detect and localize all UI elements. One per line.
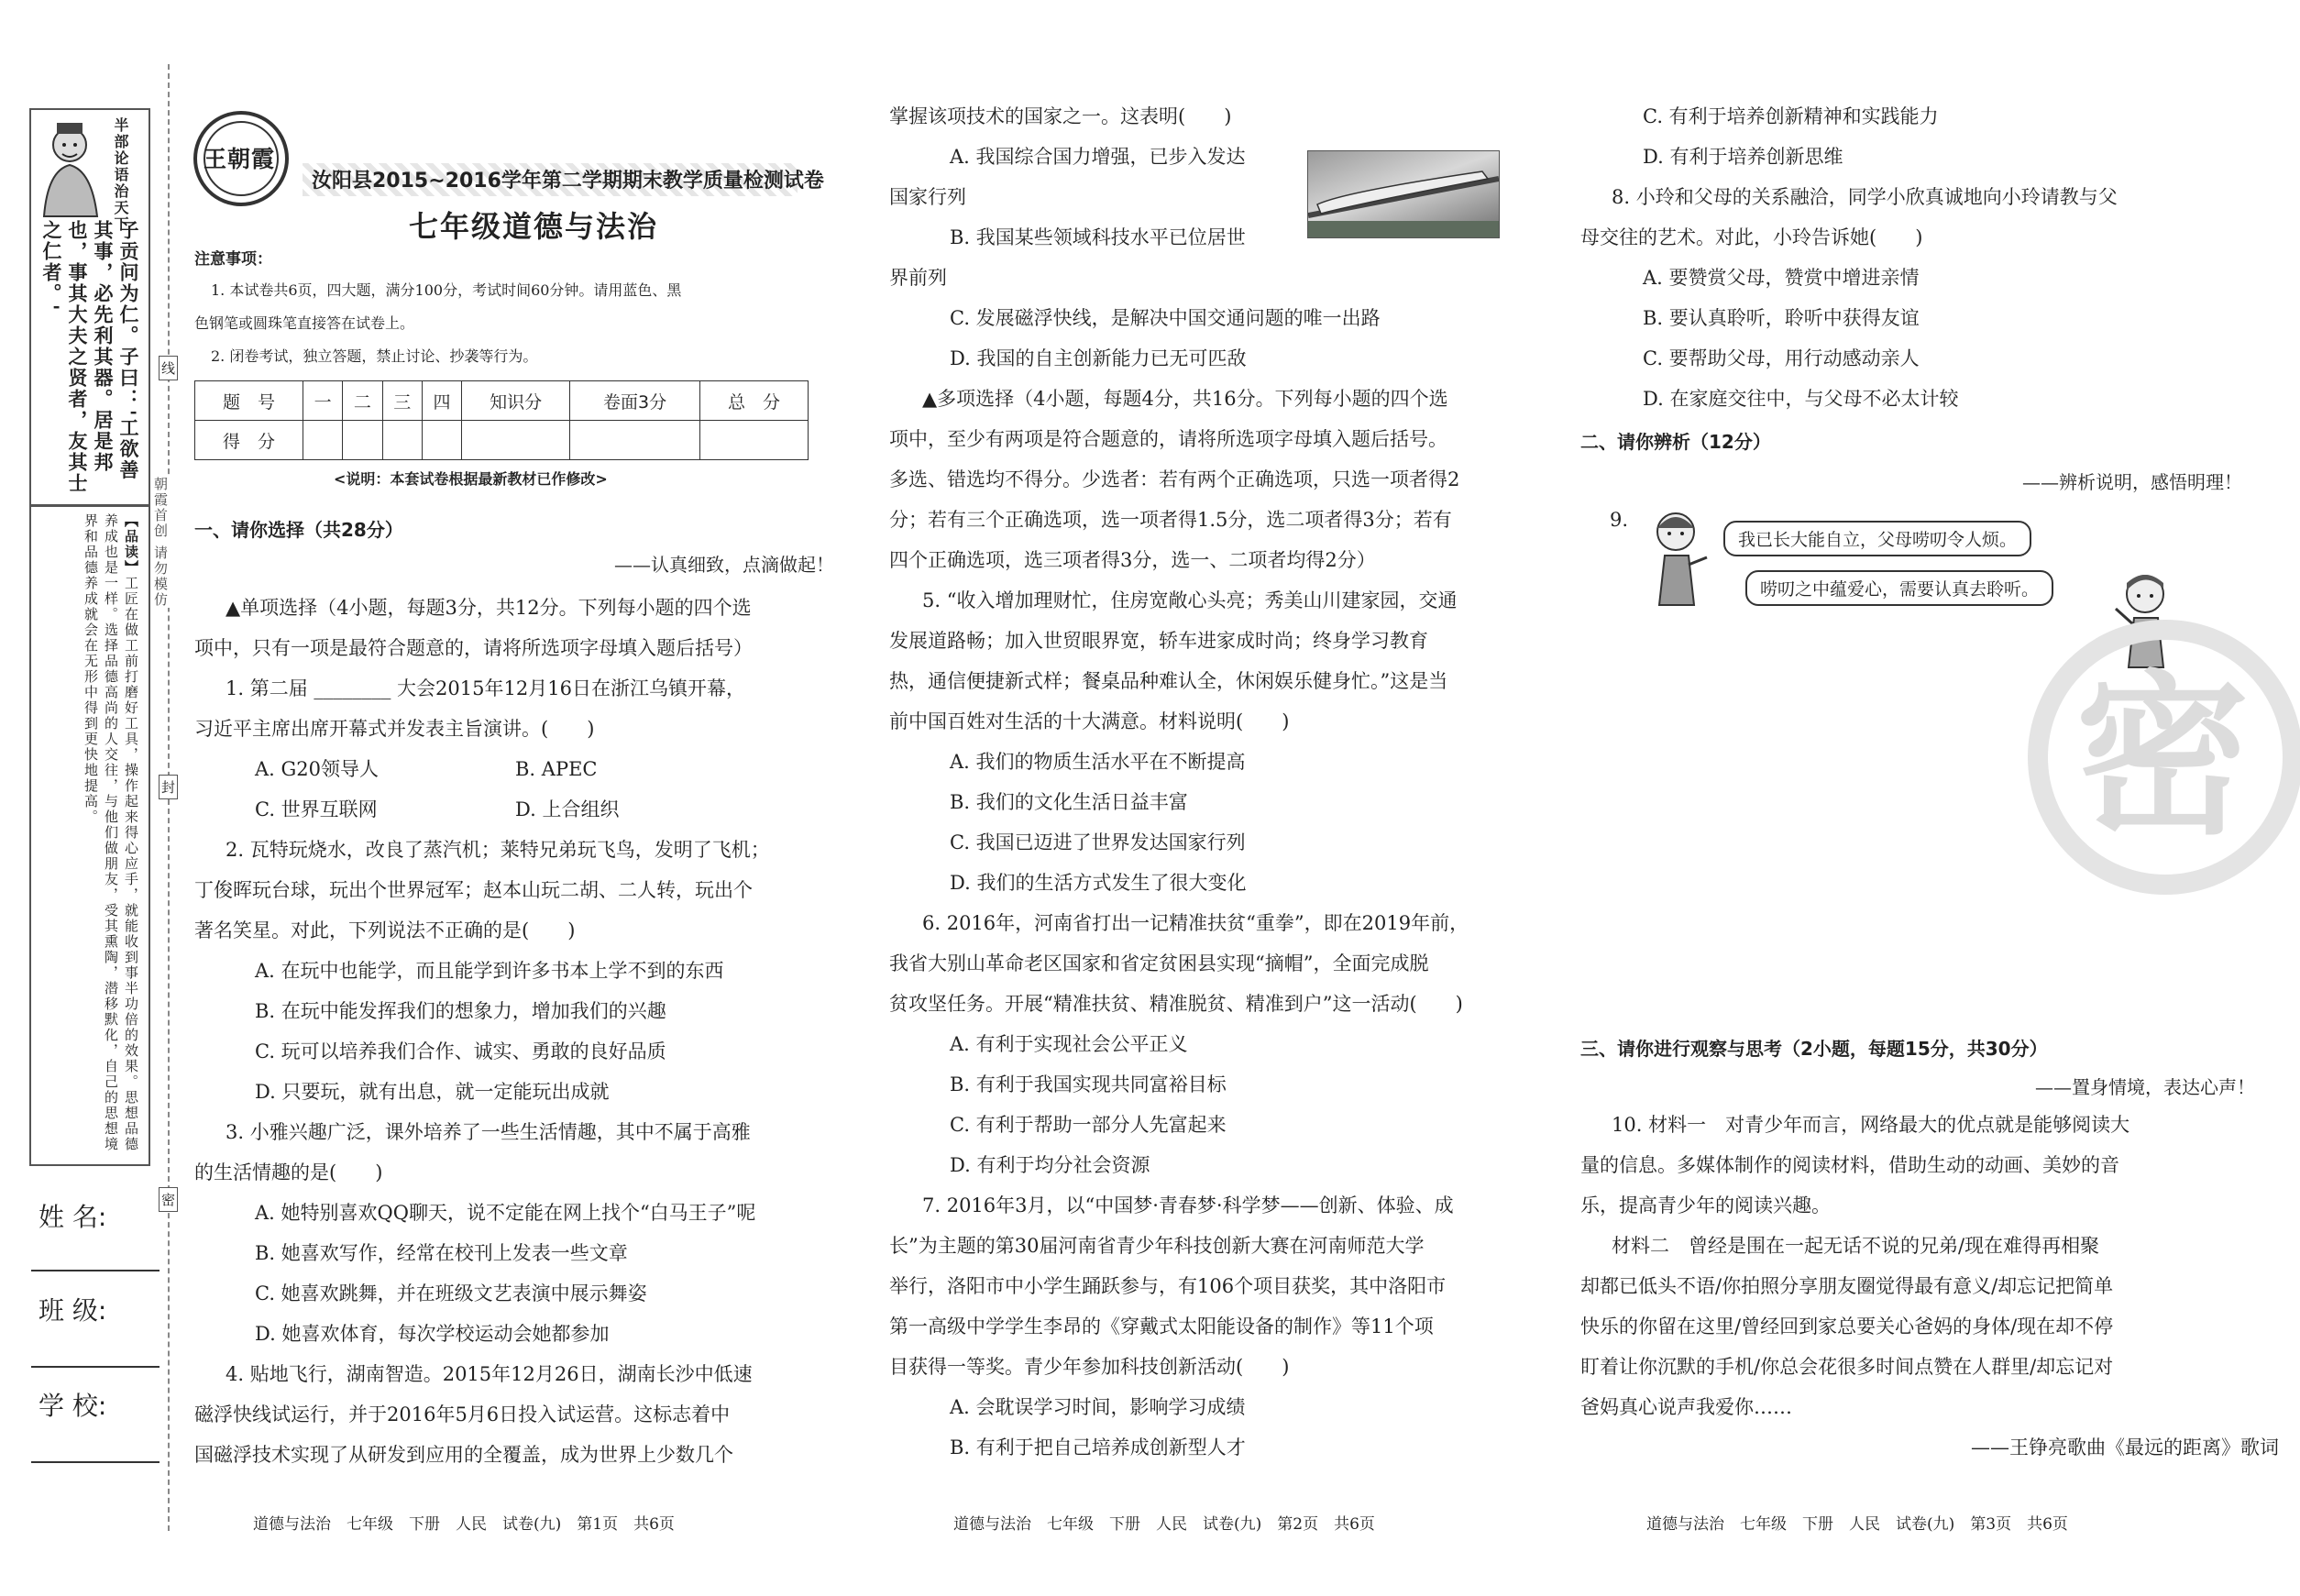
score-header: 二 xyxy=(343,381,382,421)
option: 国家行列 xyxy=(889,186,966,208)
option: C. 我国已迈进了世界发达国家行列 xyxy=(950,831,1246,853)
option: C. 有利于帮助一部分人先富起来 xyxy=(950,1114,1227,1136)
score-cell[interactable] xyxy=(303,421,343,460)
reading-box xyxy=(39,513,141,1155)
text-line: 举行，洛阳市中小学生踊跃参与，有106个项目获奖，其中洛阳市 xyxy=(889,1275,1447,1297)
text-line: 却都已低头不语/你拍照分享朋友圈觉得最有意义/却忘记把简单 xyxy=(1580,1275,2114,1297)
question-number: 9. xyxy=(1610,509,1629,531)
text-line: 项中，至少有两项是符合题意的，请将所选项字母填入题后括号。 xyxy=(889,428,1447,450)
option: B. APEC xyxy=(515,758,598,780)
text-line: 掌握该项技术的国家之一。这表明( ) xyxy=(889,105,1232,127)
text-line: ▲单项选择（4小题，每题3分，共12分。下列每小题的四个选 xyxy=(226,597,752,619)
text-line: 5. “收入增加理财忙，住房宽敞心头亮；秀美山川建家园，交通 xyxy=(922,589,1458,611)
score-header: 总 分 xyxy=(699,381,808,421)
text-line: 6. 2016年，河南省打出一记精准扶贫“重拳”，即在2019年前， xyxy=(922,912,1469,934)
section1-title: 一、请你选择（共28分） xyxy=(194,519,403,541)
logo xyxy=(191,108,292,209)
score-header: 一 xyxy=(303,381,343,421)
name-label: 姓 名: xyxy=(39,1202,107,1232)
section1-motto: ——认真细致，点滴做起！ xyxy=(614,554,834,576)
name-field[interactable] xyxy=(31,1270,160,1271)
secret-stamp xyxy=(2028,620,2300,895)
text-line: ▲多项选择（4小题，每题4分，共16分。下列每小题的四个选 xyxy=(922,388,1448,410)
option: A. 我国综合国力增强，已步入发达 xyxy=(950,146,1246,168)
score-table xyxy=(194,380,809,460)
option: B. 有利于我国实现共同富裕目标 xyxy=(950,1073,1227,1095)
option: A. 在玩中也能学，而且能学到许多书本上学不到的东西 xyxy=(255,960,724,982)
score-header: 题 号 xyxy=(195,381,303,421)
text-line: 丁俊晖玩台球，玩出个世界冠军；赵本山玩二胡、二人转，玩出个 xyxy=(194,879,753,901)
text-line: 分；若有三个正确选项，选一项者得1.5分，选二项者得3分；若有 xyxy=(889,509,1452,531)
option: A. 有利于实现社会公平正义 xyxy=(950,1033,1188,1055)
class-field[interactable] xyxy=(31,1366,160,1368)
maglev-train-photo xyxy=(1307,150,1500,238)
seal-label-xian: 线 xyxy=(159,356,178,380)
text-line: 7. 2016年3月，以“中国梦·青春梦·科学梦——创新、体验、成 xyxy=(922,1194,1454,1216)
text-line: 贫攻坚任务。开展“精准扶贫、精准脱贫、精准到户”这一活动( ) xyxy=(889,993,1463,1015)
option: D. 她喜欢体育，每次学校运动会她都参加 xyxy=(255,1323,610,1345)
speech-bubble-boy: 唠叨之中蕴爱心，需要认真去聆听。 xyxy=(1745,570,2053,606)
text-line: 量的信息。多媒体制作的阅读材料，借助生动的动画、美妙的音 xyxy=(1580,1154,2119,1176)
notice-line: 色钢笔或圆珠笔直接答在试卷上。 xyxy=(194,314,415,332)
page3-footer: 道德与法治 七年级 下册 人民 试卷(九) 第3页 共6页 xyxy=(1646,1515,2068,1534)
score-cell[interactable] xyxy=(699,421,808,460)
confucius-illustration xyxy=(35,117,108,218)
school-field[interactable] xyxy=(31,1461,160,1463)
option: B. 我国某些领域科技水平已位居世 xyxy=(950,226,1246,248)
score-row-label: 得 分 xyxy=(195,421,303,460)
text-line: 乐，提高青少年的阅读兴趣。 xyxy=(1580,1194,1831,1216)
divider xyxy=(31,504,149,507)
section2-title: 二、请你辨析（12分） xyxy=(1580,431,1771,453)
reading-label: 【品读】 xyxy=(123,513,139,576)
speech-bubble-girl: 我已长大能自立，父母唠叨令人烦。 xyxy=(1723,521,2031,556)
option: A. 要赞赏父母，赞赏中增进亲情 xyxy=(1643,267,1920,289)
option: D. 上合组织 xyxy=(515,798,620,820)
text-line: 1. 第二届 ________ 大会2015年12月16日在浙江乌镇开幕， xyxy=(226,677,745,699)
text-line: 著名笑星。对此，下列说法不正确的是( ) xyxy=(194,919,576,941)
text-line: 母交往的艺术。对此，小玲告诉她( ) xyxy=(1580,226,1923,248)
text-line: 3. 小雅兴趣广泛，课外培养了一些生活情趣，其中不属于高雅 xyxy=(226,1121,751,1143)
page2-footer: 道德与法治 七年级 下册 人民 试卷(九) 第2页 共6页 xyxy=(953,1515,1375,1534)
option: C. 有利于培养创新精神和实践能力 xyxy=(1643,105,1939,127)
notice-line: 1. 本试卷共6页，四大题，满分100分，考试时间60分钟。请用蓝色、黑 xyxy=(211,281,682,299)
option: C. 世界互联网 xyxy=(255,798,378,820)
text-line: 磁浮快线试运行，并于2016年5月6日投入试运营。这标志着中 xyxy=(194,1403,731,1425)
text-line: 盯着让你沉默的手机/你总会花很多时间点赞在人群里/却忘记对 xyxy=(1580,1356,2114,1378)
seal-label-mi: 密 xyxy=(159,1187,178,1212)
option: A. 会耽误学习时间，影响学习成绩 xyxy=(950,1396,1246,1418)
text-line: 多选、错选均不得分。少选者：若有两个正确选项，只选一项者得2 xyxy=(889,468,1460,490)
score-header: 三 xyxy=(382,381,422,421)
text-line: 长”为主题的第30届河南省青少年科技创新大赛在河南师范大学 xyxy=(889,1235,1425,1257)
score-header: 知识分 xyxy=(462,381,570,421)
section2-motto: ——辨析说明，感悟明理！ xyxy=(2022,471,2242,493)
motto-side: 半部论语治天下 xyxy=(112,117,129,233)
option: A. G20领导人 xyxy=(255,758,380,780)
score-cell[interactable] xyxy=(422,421,461,460)
score-header: 卷面3分 xyxy=(570,381,700,421)
option: D. 有利于均分社会资源 xyxy=(950,1154,1150,1176)
score-cell[interactable] xyxy=(343,421,382,460)
page1-footer: 道德与法治 七年级 下册 人民 试卷(九) 第1页 共6页 xyxy=(253,1515,675,1534)
notice-line: 2. 闭卷考试，独立答题，禁止讨论、抄袭等行为。 xyxy=(211,347,538,365)
text-line: 材料二 曾经是围在一起无话不说的兄弟/现在难得再相聚 xyxy=(1612,1235,2100,1257)
text-line: 爸妈真心说声我爱你…… xyxy=(1580,1396,1792,1418)
option: B. 在玩中能发挥我们的想象力，增加我们的兴趣 xyxy=(255,1000,666,1022)
text-line: 前中国百姓对生活的十大满意。材料说明( ) xyxy=(889,710,1290,732)
score-cell[interactable] xyxy=(382,421,422,460)
text-line: 热，通信便捷新式样；餐桌品种难认全，休闲娱乐健身忙。”这是当 xyxy=(889,670,1448,692)
option: D. 我国的自主创新能力已无可匹敌 xyxy=(950,347,1247,369)
text-line: 发展道路畅；加入世贸眼界宽，轿车进家成时尚；终身学习教育 xyxy=(889,630,1428,652)
text-line: 习近平主席出席开幕式并发表主旨演讲。( ) xyxy=(194,718,595,740)
stamp-char: 密 xyxy=(2075,655,2250,858)
confucius-quote: 子贡问为仁。子曰：'工欲善其事，必先利其器。居是邦也，事其大夫之贤者，友其士之仁者。' xyxy=(40,220,140,494)
seal-label-feng: 封 xyxy=(159,775,178,799)
text-line: 第一高级中学学生李昂的《穿戴式太阳能设备的制作》等11个项 xyxy=(889,1315,1434,1337)
text-line: 目获得一等奖。青少年参加科技创新活动( ) xyxy=(889,1356,1290,1378)
source-citation: ——王铮亮歌曲《最远的距离》歌词 xyxy=(1971,1436,2279,1458)
score-header: 四 xyxy=(422,381,461,421)
subject-title: 七年级道德与法治 xyxy=(409,209,659,244)
option: A. 她特别喜欢QQ聊天，说不定能在网上找个“白马王子”呢 xyxy=(255,1202,756,1224)
logo-text: 王朝霞 xyxy=(204,146,276,172)
option: C. 要帮助父母，用行动感动亲人 xyxy=(1643,347,1920,369)
option: D. 只要玩，就有出息，就一定能玩出成就 xyxy=(255,1081,610,1103)
score-cell[interactable] xyxy=(570,421,700,460)
text-line: 10. 材料一 对青少年而言，网络最大的优点就是能够阅读大 xyxy=(1612,1114,2130,1136)
text-line: 国磁浮技术实现了从研发到应用的全覆盖，成为世界上少数几个 xyxy=(194,1444,733,1466)
text-line: 4. 贴地飞行，湖南智造。2015年12月26日，湖南长沙中低速 xyxy=(226,1363,753,1385)
notice-title: 注意事项： xyxy=(194,250,272,269)
score-note: <说明：本套试卷根据最新教材已作修改> xyxy=(334,470,608,488)
text-line: 快乐的你留在这里/曾经回到家总要关心爸妈的身体/现在却不停 xyxy=(1580,1315,2114,1337)
section3-title: 三、请你进行观察与思考（2小题，每题15分，共30分） xyxy=(1580,1038,2048,1060)
class-label: 班 级: xyxy=(39,1295,107,1326)
option: D. 在家庭交往中，与父母不必太计较 xyxy=(1643,388,1959,410)
option: C. 她喜欢跳舞，并在班级文艺表演中展示舞姿 xyxy=(255,1282,647,1304)
option: 界前列 xyxy=(889,267,947,289)
score-cell[interactable] xyxy=(462,421,570,460)
text-line: 我省大别山革命老区国家和省定贫困县实现“摘帽”，全面完成脱 xyxy=(889,952,1429,974)
text-line: 项中，只有一项是最符合题意的，请将所选项字母填入题后括号） xyxy=(194,637,753,659)
school-label: 学 校: xyxy=(39,1391,107,1421)
reading-text: 工匠在做工前打磨好工具，操作起来得心应手，就能收到事半功倍的效果。思想品德养成也是一样。选择品德高尚的人交往，与他们做朋友，受其熏陶，潜移默化，自己的思想境界和品德养成就会在无形中得到更快地提高。 xyxy=(83,513,139,1152)
exam-title: 汝阳县2015~2016学年第二学期期末教学质量检测试卷 xyxy=(312,170,824,193)
brand-note: 朝霞首创 请勿模仿 xyxy=(152,477,169,608)
girl-cartoon xyxy=(1641,506,1714,607)
text-line: 的生活情趣的是( ) xyxy=(194,1161,383,1183)
option: C. 发展磁浮快线，是解决中国交通问题的唯一出路 xyxy=(950,307,1381,329)
option: B. 她喜欢写作，经常在校刊上发表一些文章 xyxy=(255,1242,628,1264)
text-line: 8. 小玲和父母的关系融洽，同学小欣真诚地向小玲请教与父 xyxy=(1612,186,2118,208)
section3-motto: ——置身情境，表达心声！ xyxy=(2035,1076,2255,1098)
text-line: 2. 瓦特玩烧水，改良了蒸汽机；莱特兄弟玩飞鸟，发明了飞机； xyxy=(226,839,770,861)
option: D. 有利于培养创新思维 xyxy=(1643,146,1843,168)
text-line: 四个正确选项，选三项者得3分，选一、二项者均得2分） xyxy=(889,549,1376,571)
option: B. 我们的文化生活日益丰富 xyxy=(950,791,1188,813)
left-sidebar xyxy=(29,108,150,1166)
option: D. 我们的生活方式发生了很大变化 xyxy=(950,872,1247,894)
option: B. 要认真聆听，聆听中获得友谊 xyxy=(1643,307,1920,329)
option: B. 有利于把自己培养成创新型人才 xyxy=(950,1436,1246,1458)
option: C. 玩可以培养我们合作、诚实、勇敢的良好品质 xyxy=(255,1040,666,1062)
option: A. 我们的物质生活水平在不断提高 xyxy=(950,751,1246,773)
